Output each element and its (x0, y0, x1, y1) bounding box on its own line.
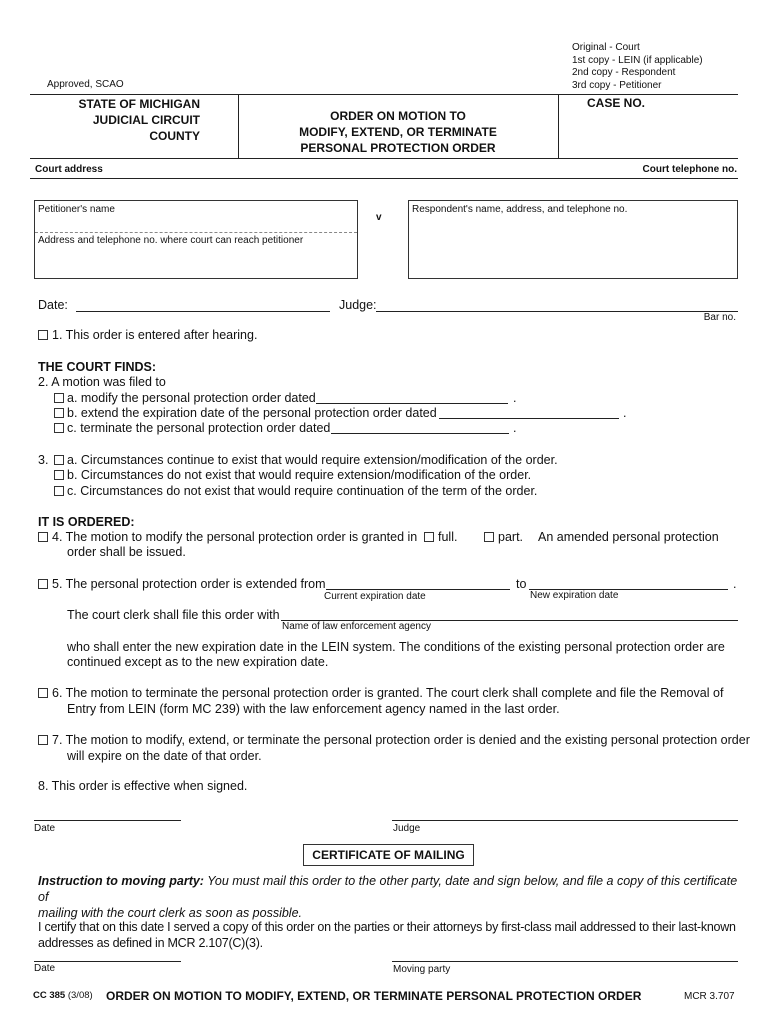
title-line: ORDER ON MOTION TO (330, 109, 466, 123)
date-label: Date: (38, 298, 68, 312)
item5-to: to (516, 577, 527, 591)
bar-no-label: Bar no. (703, 312, 736, 323)
lein-text-1: who shall enter the new expiration date in the LEIN system. The conditions of the existing personal protection order are (67, 640, 725, 654)
item2a-text: a. modify the personal protection order dated (67, 391, 316, 405)
divider (558, 94, 559, 158)
item2a-checkbox[interactable] (54, 393, 64, 403)
instruction-text-2: mailing with the court clerk as soon as possible. (38, 906, 303, 920)
item4-full-label: full. (438, 530, 458, 544)
state-label: STATE OF MICHIGAN (78, 97, 200, 111)
certificate-heading: CERTIFICATE OF MAILING (303, 844, 474, 866)
judge-label: Judge: (339, 298, 377, 312)
item2c-date-field[interactable] (331, 433, 509, 434)
item3a-checkbox[interactable] (54, 455, 64, 465)
new-expiration-label: New expiration date (530, 590, 619, 601)
petitioner-name-label: Petitioner's name (38, 204, 115, 215)
form-no: CC 385 (33, 990, 66, 1001)
copy-distribution (572, 42, 703, 92)
certify-block (38, 919, 743, 951)
item6-text-2: Entry from LEIN (form MC 239) with the law enforcement agency named in the last order. (67, 702, 560, 716)
sig-date-field[interactable] (34, 820, 181, 821)
court-finds-heading: THE COURT FINDS: (38, 360, 157, 374)
item3b-checkbox[interactable] (54, 470, 64, 480)
item5-checkbox[interactable] (38, 579, 48, 589)
item3-number: 3. (38, 453, 49, 467)
item2-text: 2. A motion was filed to (38, 375, 166, 389)
item7-checkbox[interactable] (38, 735, 48, 745)
respondent-label: Respondent's name, address, and telephone no. (412, 204, 628, 215)
current-expiration-label: Current expiration date (324, 591, 426, 602)
item4-amended-text: An amended personal protection (538, 530, 719, 544)
address-rule (30, 178, 738, 179)
item2b-date-field[interactable] (439, 418, 619, 419)
sig-date-label: Date (34, 823, 56, 834)
copy-line: 1st copy - LEIN (if applicable) (572, 54, 703, 66)
item6-text-1: 6. The motion to terminate the personal protection order is granted. The court clerk shall complete and file the Removal of (52, 686, 724, 700)
mcr-reference: MCR 3.707 (684, 991, 735, 1002)
instruction-block (38, 873, 743, 921)
judge-signature-field[interactable] (392, 820, 738, 821)
copy-line: Original - Court (572, 42, 640, 53)
item1-checkbox[interactable] (38, 330, 48, 340)
period: . (623, 406, 627, 420)
certify-text-1: I certify that on this date I served a copy of this order on the parties or their attorneys by first-class mail addressed to their last-known (38, 920, 736, 934)
item4-checkbox[interactable] (38, 532, 48, 542)
item5-text: 5. The personal protection order is extended from (52, 577, 326, 591)
form-date: (3/08) (67, 990, 93, 1001)
instruction-bold: Instruction to moving party: (38, 874, 204, 888)
page-title (238, 108, 558, 156)
item2c-text: c. terminate the personal protection order dated (67, 421, 331, 435)
footer-title: ORDER ON MOTION TO MODIFY, EXTEND, OR TERMINATE PERSONAL PROTECTION ORDER (106, 989, 642, 1003)
period: . (513, 421, 517, 435)
court-address-label: Court address (35, 164, 103, 175)
title-line: PERSONAL PROTECTION ORDER (300, 141, 496, 155)
form-number (33, 990, 93, 1001)
instruction-text: You must mail this order to the other party, date and sign below, and file a copy of this certificate of (38, 874, 738, 904)
court-info (30, 96, 200, 144)
county-label: COUNTY (149, 129, 200, 143)
certify-text-2: addresses as defined in MCR 2.107(C)(3). (38, 936, 263, 950)
item4-line2: order shall be issued. (67, 545, 186, 559)
moving-party-signature-field[interactable] (392, 961, 738, 962)
item6-checkbox[interactable] (38, 688, 48, 698)
item4-full-checkbox[interactable] (424, 532, 434, 542)
petitioner-box[interactable] (34, 200, 358, 279)
sig-judge-label: Judge (393, 823, 421, 834)
copy-line: 2nd copy - Respondent (572, 67, 676, 78)
approved-label: Approved, SCAO (47, 79, 124, 90)
current-expiration-field[interactable] (326, 589, 510, 590)
item7-text-1: 7. The motion to modify, extend, or terminate the personal protection order is denied and the existing personal protection order (52, 733, 750, 747)
mail-date-label: Date (34, 963, 56, 974)
item3c-checkbox[interactable] (54, 486, 64, 496)
court-phone-label: Court telephone no. (642, 164, 737, 175)
item3c-text: c. Circumstances do not exist that would require continuation of the term of the order. (67, 484, 538, 498)
item4-text: 4. The motion to modify the personal protection order is granted in (52, 530, 418, 544)
respondent-box[interactable] (408, 200, 738, 279)
versus-label: v (376, 212, 382, 223)
it-is-ordered-heading: IT IS ORDERED: (38, 515, 135, 529)
title-line: MODIFY, EXTEND, OR TERMINATE (299, 125, 497, 139)
law-agency-label: Name of law enforcement agency (282, 621, 431, 632)
judge-field[interactable] (376, 311, 738, 312)
circuit-label: JUDICIAL CIRCUIT (92, 113, 200, 127)
item8-text: 8. This order is effective when signed. (38, 779, 248, 793)
item1-text: 1. This order is entered after hearing. (52, 328, 258, 342)
item4-part-checkbox[interactable] (484, 532, 494, 542)
item4-part-label: part. (498, 530, 524, 544)
item7-text-2: will expire on the date of that order. (67, 749, 262, 763)
lein-text-2: continued except as to the new expiration date. (67, 655, 329, 669)
clerk-file-text: The court clerk shall file this order with (67, 608, 280, 622)
item3a-text: a. Circumstances continue to exist that would require extension/modification of the order. (67, 453, 558, 467)
item2c-checkbox[interactable] (54, 423, 64, 433)
item2b-checkbox[interactable] (54, 408, 64, 418)
item2b-text: b. extend the expiration date of the personal protection order dated (67, 406, 437, 420)
mail-date-field[interactable] (34, 961, 181, 962)
period: . (733, 577, 737, 591)
period: . (513, 391, 517, 405)
divider (35, 232, 357, 233)
copy-line: 3rd copy - Petitioner (572, 79, 662, 91)
date-field[interactable] (76, 311, 330, 312)
case-no-label: CASE NO. (587, 96, 646, 110)
item2a-date-field[interactable] (316, 403, 508, 404)
moving-party-label: Moving party (393, 964, 451, 975)
item3b-text: b. Circumstances do not exist that would require extension/modification of the order. (67, 468, 532, 482)
petitioner-address-label: Address and telephone no. where court can reach petitioner (38, 235, 304, 246)
